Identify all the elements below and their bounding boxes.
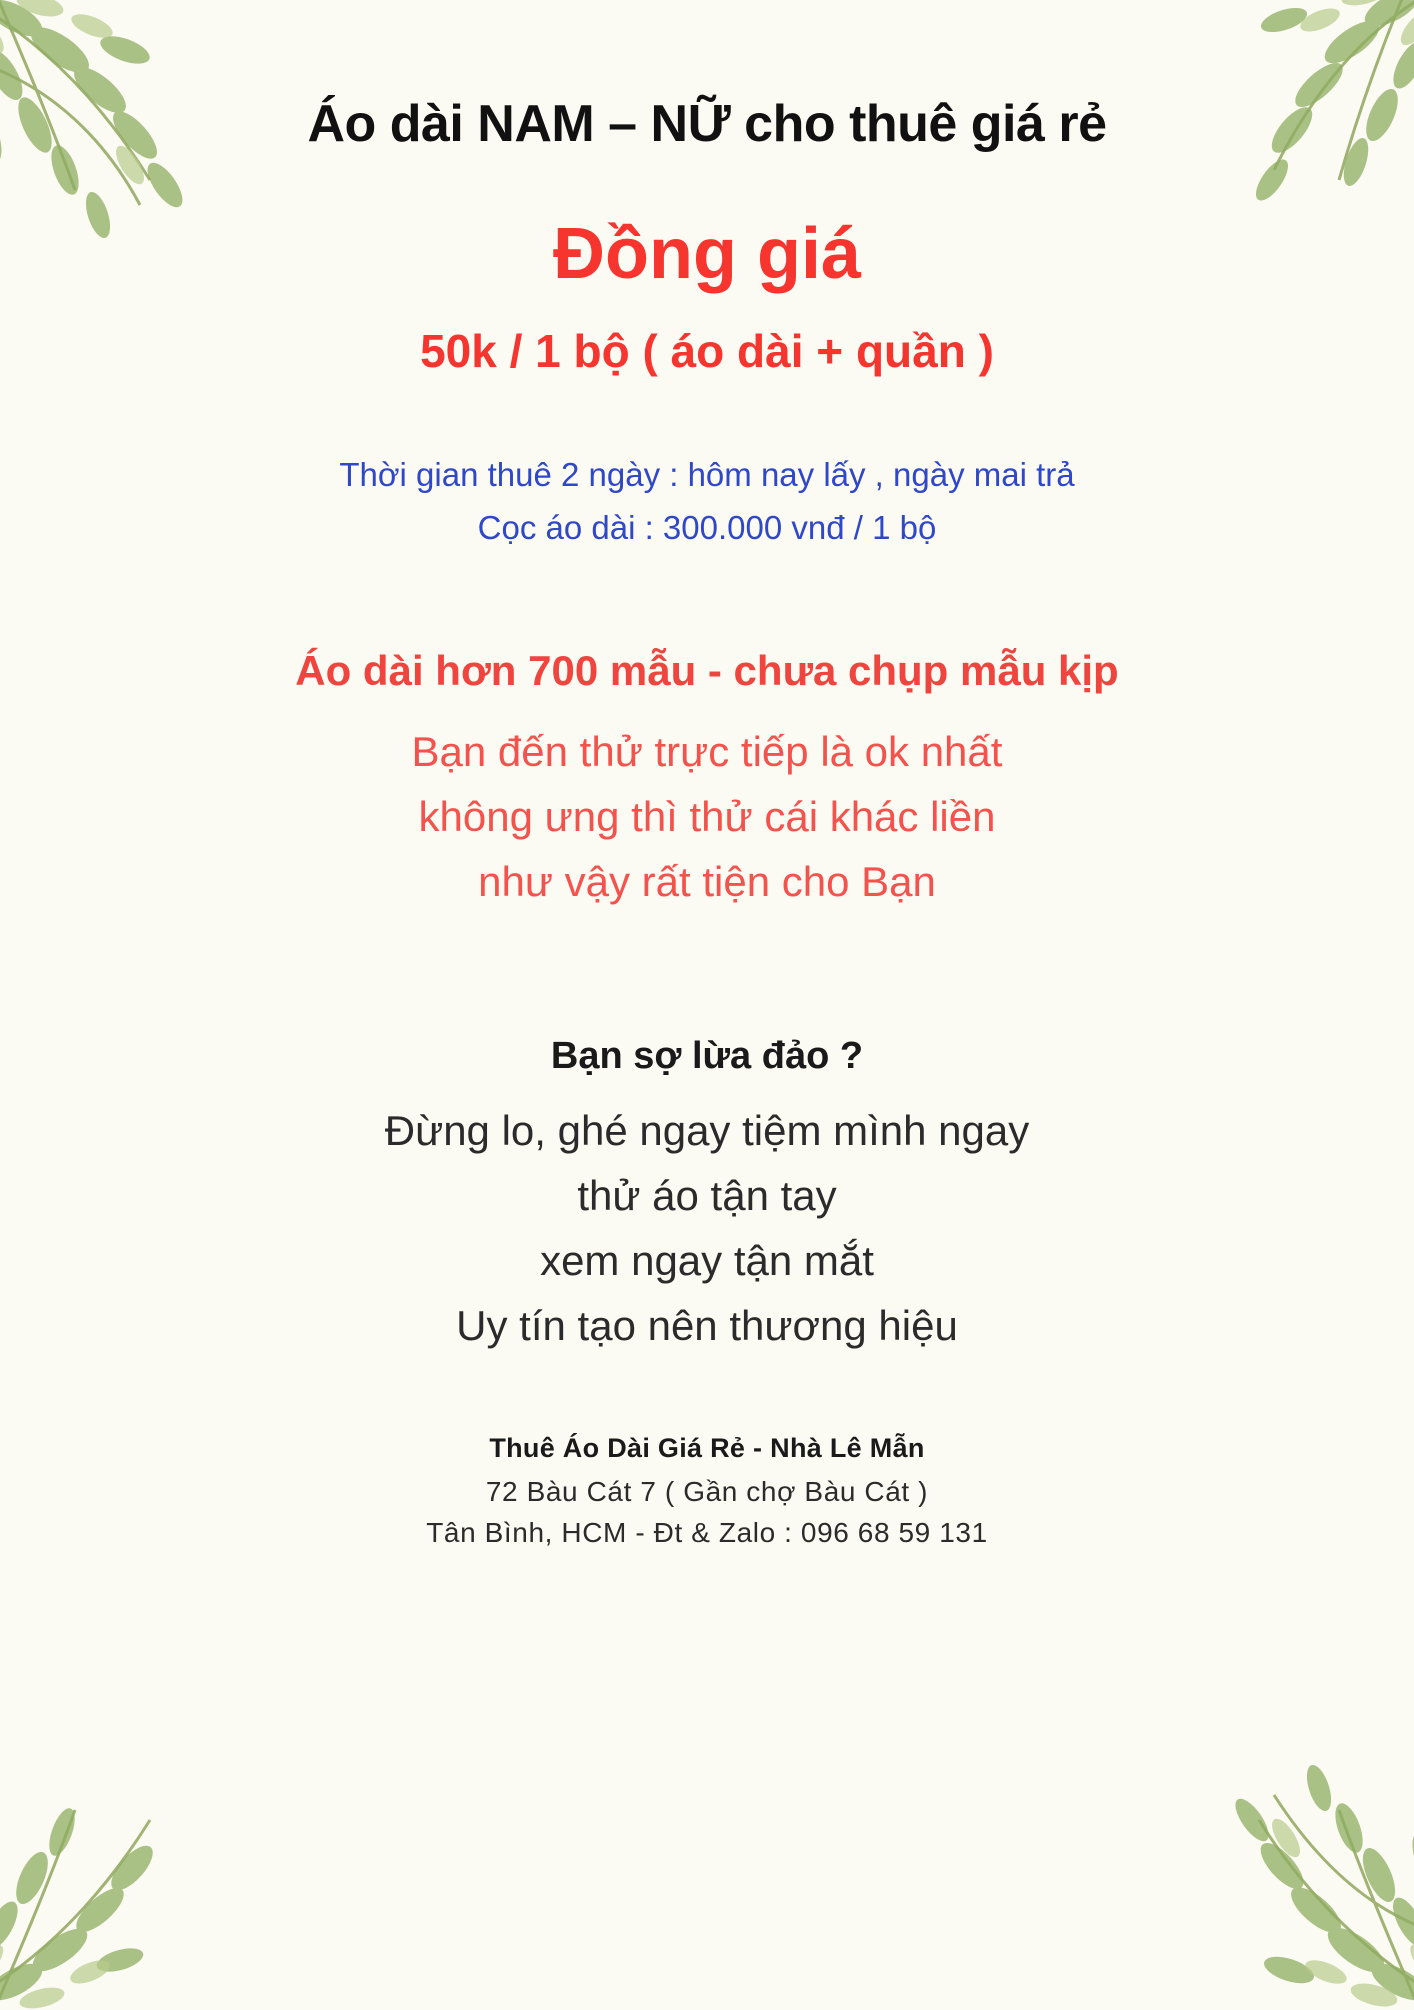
price-headline: Đồng giá xyxy=(553,213,861,294)
trust-line-3: xem ngay tận mắt xyxy=(540,1236,874,1284)
price-detail: 50k / 1 bộ ( áo dài + quần ) xyxy=(420,324,994,377)
rental-terms xyxy=(90,449,1324,555)
offer-line-2: không ưng thì thử cái khác liền xyxy=(418,793,996,841)
offer-line-3: như vậy rất tiện cho Bạn xyxy=(478,858,936,906)
trust-line-2: thử áo tận tay xyxy=(577,1171,837,1219)
rental-term-deposit: Cọc áo dài : 300.000 vnđ / 1 bộ xyxy=(477,508,937,546)
shop-contact-line: Tân Bình, HCM - Đt & Zalo : 096 68 59 131 xyxy=(426,1516,988,1548)
offer-lines xyxy=(90,719,1324,914)
rental-term-duration: Thời gian thuê 2 ngày : hôm nay lấy , ngày mai trả xyxy=(339,456,1075,494)
offer-line-1: Bạn đến thử trực tiếp là ok nhất xyxy=(411,728,1003,776)
shop-address-line-1: 72 Bàu Cát 7 ( Gần chợ Bàu Cát ) xyxy=(485,1475,929,1507)
trust-line-1: Đừng lo, ghé ngay tiệm mình ngay xyxy=(384,1106,1030,1154)
offer-heading: Áo dài hơn 700 mẫu - chưa chụp mẫu kịp xyxy=(295,646,1119,694)
trust-heading: Bạn sợ lừa đảo ? xyxy=(550,1034,864,1077)
trust-line-4: Uy tín tạo nên thương hiệu xyxy=(456,1301,958,1349)
shop-name: Thuê Áo Dài Giá Rẻ - Nhà Lê Mẫn xyxy=(489,1432,925,1463)
page-title: Áo dài NAM – NỮ cho thuê giá rẻ xyxy=(307,95,1107,153)
trust-lines xyxy=(90,1098,1324,1358)
